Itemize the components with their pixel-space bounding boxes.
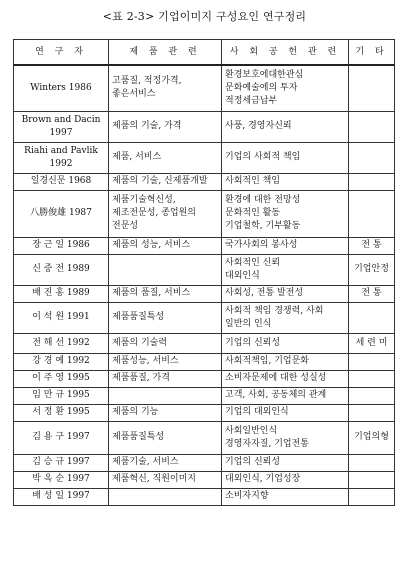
product-cell-line: 제조전문성, 종업원의 — [112, 208, 196, 218]
table-row — [14, 173, 395, 190]
researcher-cell-line: 1992 — [49, 158, 73, 169]
other-cell-line: 기업의형 — [354, 432, 389, 442]
other-cell — [349, 488, 395, 505]
researcher-cell — [14, 370, 109, 387]
product-cell-line: 제품기술혁신성, — [112, 195, 176, 205]
social-cell-line: 일반의 인식 — [225, 318, 272, 329]
other-cell — [349, 302, 395, 333]
social-cell — [222, 65, 349, 111]
table-row — [14, 285, 395, 302]
product-cell — [109, 237, 222, 254]
researcher-cell — [14, 237, 109, 254]
product-cell-line: 제품의 품질, 서비스 — [112, 288, 191, 298]
table-row — [14, 190, 395, 237]
social-cell-line: 대외인식 — [225, 270, 260, 281]
researcher-cell — [14, 190, 109, 237]
product-cell-line: 제품품질특성 — [112, 312, 165, 322]
researcher-cell — [14, 302, 109, 333]
table-row — [14, 353, 395, 370]
social-cell — [222, 353, 349, 370]
other-cell-line: 전 통 — [361, 240, 382, 250]
social-cell — [222, 387, 349, 404]
researcher-cell-line: 신 중 전 1989 — [32, 264, 90, 274]
header-researcher: 연 구 자 — [14, 40, 109, 66]
social-cell-line: 적정세금납부 — [225, 95, 278, 106]
researcher-cell-line: 김 승 규 1997 — [32, 457, 90, 467]
social-cell — [222, 471, 349, 488]
researcher-cell — [14, 454, 109, 471]
other-cell — [349, 404, 395, 421]
researcher-cell-line: 전 해 선 1992 — [32, 337, 90, 348]
social-cell-line: 기업의 신뢰성 — [225, 457, 281, 467]
social-cell — [222, 285, 349, 302]
other-cell — [349, 237, 395, 254]
other-cell — [349, 471, 395, 488]
product-cell — [109, 333, 222, 353]
table-row — [14, 302, 395, 333]
social-cell-line: 사회적인 신뢰 — [225, 257, 281, 268]
header-product: 제 품 관 련 — [109, 40, 222, 66]
other-cell — [349, 387, 395, 404]
researcher-cell — [14, 488, 109, 505]
product-cell — [109, 404, 222, 421]
other-cell-line: 세 련 미 — [355, 337, 388, 348]
other-cell-line: 전 통 — [361, 288, 382, 298]
researcher-cell-line: 임 만 규 1995 — [32, 390, 90, 400]
researcher-cell-line: 강 경 예 1992 — [32, 356, 90, 366]
table-row — [14, 237, 395, 254]
researcher-cell — [14, 471, 109, 488]
table-row — [14, 370, 395, 387]
other-cell — [349, 370, 395, 387]
other-cell — [349, 65, 395, 111]
product-cell — [109, 142, 222, 173]
social-cell-line: 환경보호에대한관심 — [225, 69, 304, 80]
social-cell-line: 기업의 사회적 책임 — [225, 152, 301, 162]
social-cell-line: 사회적책임, 기업문화 — [225, 356, 309, 366]
researcher-cell-line: 1997 — [49, 127, 73, 138]
product-cell-line: 전문성 — [112, 221, 139, 231]
product-cell — [109, 488, 222, 505]
social-cell-line: 사회적인 책임 — [225, 176, 281, 186]
header-row — [14, 40, 395, 66]
product-cell-line: 제품의 성능, 서비스 — [112, 240, 191, 250]
product-cell — [109, 387, 222, 404]
other-cell — [349, 142, 395, 173]
researcher-cell — [14, 173, 109, 190]
researcher-cell — [14, 353, 109, 370]
product-cell-line: 제품혁신, 직원이미지 — [112, 474, 196, 484]
social-cell-line: 기업철학, 기부활동 — [225, 221, 301, 231]
product-cell — [109, 353, 222, 370]
social-cell-line: 경영자자질, 기업전통 — [225, 438, 309, 449]
other-cell-line: 기업안정 — [354, 264, 389, 274]
other-cell — [349, 333, 395, 353]
product-cell — [109, 190, 222, 237]
product-cell — [109, 111, 222, 142]
table-row — [14, 488, 395, 505]
product-cell-line: 제품의 기능 — [112, 407, 159, 417]
other-cell — [349, 421, 395, 454]
table-row — [14, 471, 395, 488]
product-cell-line: 제품의 기술, 가격 — [112, 121, 182, 131]
other-cell — [349, 353, 395, 370]
table-caption: <표 2-3> 기업이미지 구성요인 연구정리 — [102, 10, 307, 23]
product-cell — [109, 173, 222, 190]
social-cell — [222, 333, 349, 353]
researcher-cell-line: Winters 1986 — [30, 82, 92, 93]
social-cell-line: 기업의 대외인식 — [225, 407, 289, 417]
researcher-cell-line: 이 석 원 1991 — [32, 312, 90, 322]
social-cell-line: 사회일반인식 — [225, 425, 278, 436]
researcher-cell-line: 八勝俊雄 1987 — [30, 208, 92, 218]
product-cell — [109, 471, 222, 488]
researcher-cell-line: Brown and Dacin — [21, 114, 101, 125]
social-cell-line: 사풍, 경영자신뢰 — [225, 121, 292, 131]
researcher-cell — [14, 65, 109, 111]
table-row — [14, 254, 395, 285]
researcher-cell — [14, 142, 109, 173]
table-row — [14, 454, 395, 471]
researcher-cell — [14, 421, 109, 454]
social-cell — [222, 190, 349, 237]
product-cell — [109, 370, 222, 387]
product-cell-line: 제품기술, 서비스 — [112, 457, 179, 467]
other-cell — [349, 454, 395, 471]
product-cell — [109, 65, 222, 111]
product-cell-line: 제품품질특성 — [112, 432, 165, 442]
researcher-cell-line: 일경신문 1968 — [30, 176, 92, 186]
researcher-cell-line: 서 정 환 1995 — [32, 407, 90, 417]
social-cell-line: 대외인식, 기업성장 — [225, 474, 301, 484]
social-cell-line: 사회적 책임 경쟁력, 사회 — [225, 305, 324, 316]
product-cell — [109, 254, 222, 285]
product-cell — [109, 421, 222, 454]
social-cell — [222, 488, 349, 505]
social-cell — [222, 111, 349, 142]
social-cell — [222, 370, 349, 387]
researcher-cell — [14, 111, 109, 142]
researcher-cell-line: 박 옥 순 1997 — [32, 474, 90, 484]
social-cell-line: 문화예술에의 투자 — [225, 82, 298, 93]
table-row — [14, 404, 395, 421]
product-cell — [109, 285, 222, 302]
product-cell-line: 제품품질, 가격 — [112, 373, 170, 383]
product-cell-line: 제품성능, 서비스 — [112, 356, 179, 366]
social-cell — [222, 142, 349, 173]
social-cell-line: 문화적인 활동 — [225, 208, 281, 218]
researcher-cell-line: 김 용 구 1997 — [32, 432, 90, 442]
researcher-cell — [14, 285, 109, 302]
researcher-cell-line: 장 근 일 1986 — [32, 240, 90, 250]
product-cell-line: 제품, 서비스 — [112, 152, 162, 162]
product-cell-line: 제품의 기술력 — [112, 337, 168, 348]
social-cell-line: 환경에 대한 전망성 — [225, 195, 301, 205]
researcher-cell-line: Riahi and Pavlik — [24, 145, 98, 156]
researcher-cell — [14, 387, 109, 404]
researcher-cell-line: 이 주 영 1995 — [32, 373, 90, 383]
social-cell — [222, 454, 349, 471]
product-cell-line: 제품의 기술, 신제품개발 — [112, 176, 208, 186]
table-row — [14, 65, 395, 111]
other-cell — [349, 111, 395, 142]
product-cell-line: 고품질, 적정가격, — [112, 76, 182, 87]
social-cell-line: 사회성, 전통 발전성 — [225, 288, 304, 298]
social-cell — [222, 404, 349, 421]
table-row — [14, 387, 395, 404]
researcher-cell-line: 배 성 일 1997 — [32, 491, 90, 501]
other-cell — [349, 254, 395, 285]
social-cell — [222, 302, 349, 333]
table-row — [14, 333, 395, 353]
header-other: 기 타 — [349, 40, 395, 66]
table-row — [14, 421, 395, 454]
researcher-cell — [14, 254, 109, 285]
social-cell-line: 고객, 사회, 공동체의 관계 — [225, 390, 327, 400]
social-cell — [222, 421, 349, 454]
researcher-cell — [14, 404, 109, 421]
social-cell — [222, 254, 349, 285]
table-row — [14, 142, 395, 173]
researcher-cell — [14, 333, 109, 353]
other-cell — [349, 173, 395, 190]
header-social: 사 회 공 헌 관 련 — [222, 40, 349, 66]
social-cell — [222, 173, 349, 190]
research-summary-table — [13, 39, 395, 506]
social-cell-line: 기업의 신뢰성 — [225, 337, 281, 348]
social-cell-line: 소비자지향 — [225, 491, 269, 501]
product-cell-line: 좋은서비스 — [112, 89, 156, 100]
other-cell — [349, 190, 395, 237]
social-cell-line: 국가사회의 봉사성 — [225, 240, 298, 250]
researcher-cell-line: 배 진 홍 1989 — [32, 288, 90, 298]
social-cell-line: 소비자문제에 대한 성실성 — [225, 373, 327, 383]
other-cell — [349, 285, 395, 302]
product-cell — [109, 454, 222, 471]
social-cell — [222, 237, 349, 254]
table-row — [14, 111, 395, 142]
product-cell — [109, 302, 222, 333]
